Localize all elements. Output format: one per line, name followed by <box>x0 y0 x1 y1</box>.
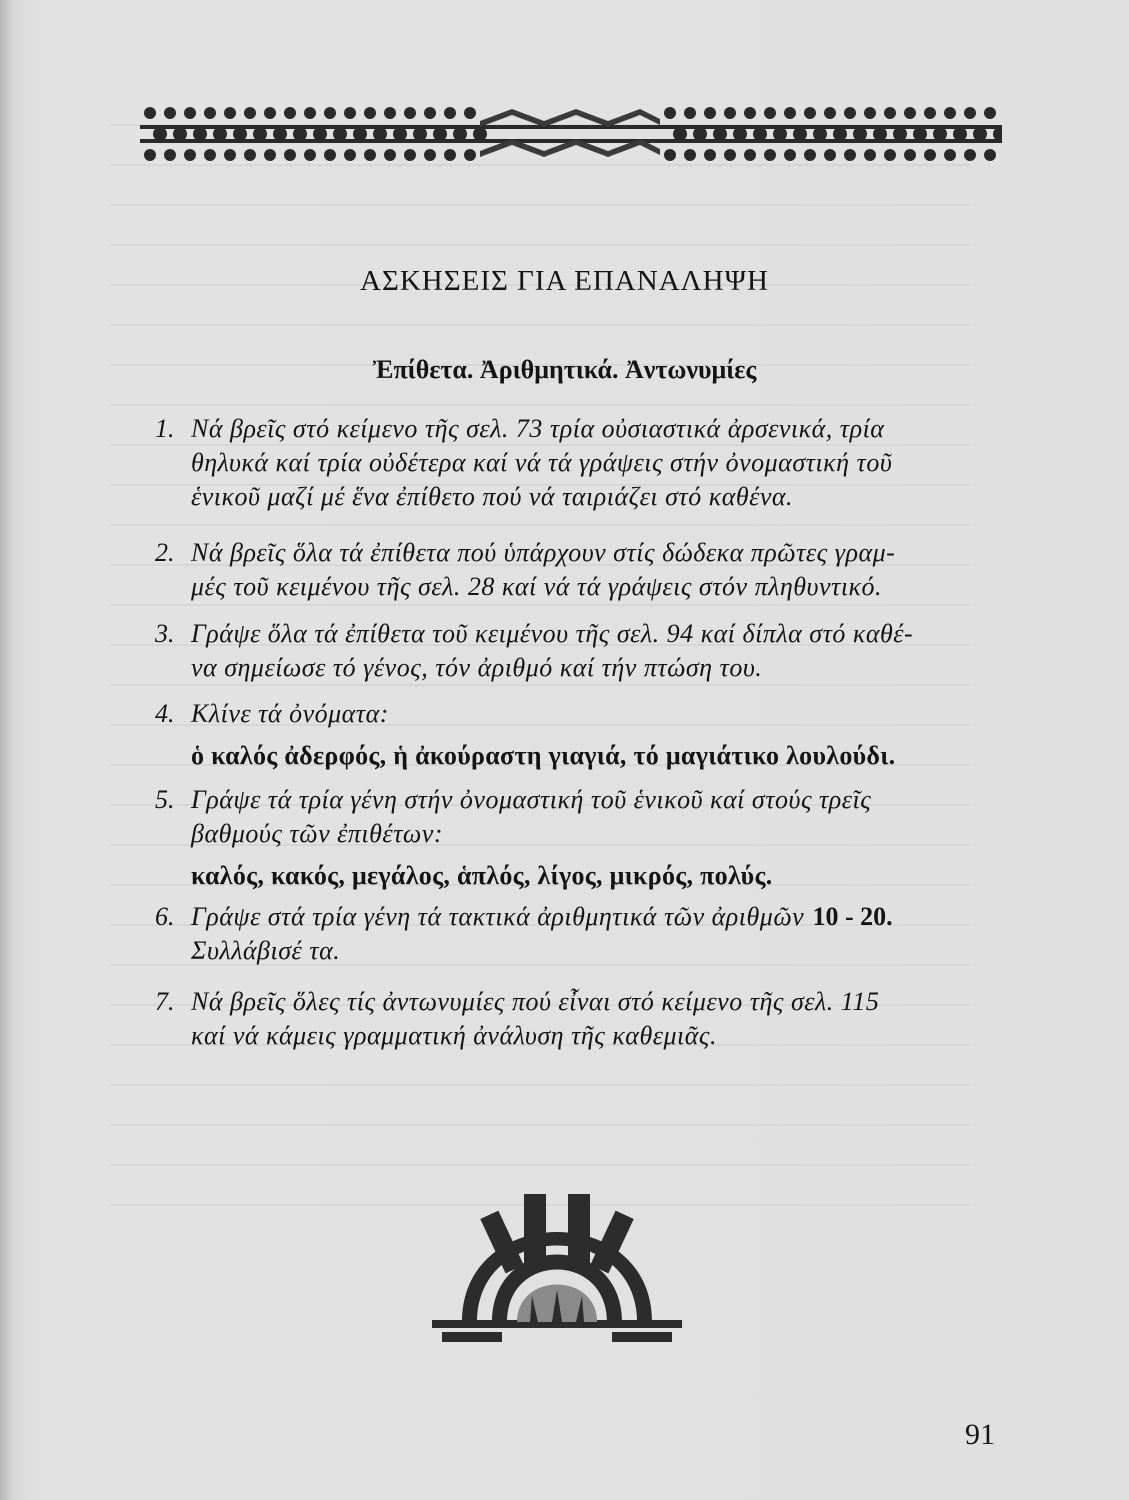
ornament-dot <box>424 107 436 119</box>
ornament-dot <box>384 149 396 161</box>
page-number: 91 <box>965 1418 995 1451</box>
exercise-text-line: Γράψε ὅλα τά ἐπίθετα τοῦ κειμένου τῆς σελ. 94 καί δίπλα στό καθέ- <box>191 619 914 648</box>
ornament-dot <box>273 127 287 141</box>
exercise-5 <box>155 783 1015 893</box>
ornament-dot <box>853 127 867 141</box>
exercise-text-line: Γράψε στά τρία γένη τά τακτικά ἀριθμητικά τῶν ἀριθμῶν <box>191 902 805 931</box>
ornament-dot <box>364 107 376 119</box>
exercise-text-line: Κλίνε τά ὀνόματα: <box>191 699 389 728</box>
ornament-dot <box>284 107 296 119</box>
ornament-dot <box>204 149 216 161</box>
ornament-dot <box>224 107 236 119</box>
ornament-dot <box>824 149 836 161</box>
ornament-dot <box>904 149 916 161</box>
ornament-dot <box>264 107 276 119</box>
ornament-dot <box>824 107 836 119</box>
ornament-dot <box>444 107 456 119</box>
ornament-dot <box>773 127 787 141</box>
ornament-dot <box>964 107 976 119</box>
ornament-dot <box>184 107 196 119</box>
ornament-dot <box>224 149 236 161</box>
ornament-dot <box>953 127 967 141</box>
section-subtitle: Ἐπίθετα. Ἀριθμητικά. Ἀντωνυμίες <box>372 355 757 384</box>
ornament-dot <box>764 107 776 119</box>
ornament-dot <box>924 107 936 119</box>
ornament-dot <box>693 127 707 141</box>
ornament-dot <box>244 107 256 119</box>
ornament-dot <box>724 149 736 161</box>
ornament-dot <box>893 127 907 141</box>
ornament-dot <box>364 149 376 161</box>
exercise-text-line: Νά βρεῖς στό κείμενο τῆς σελ. 73 τρία οὐσιαστικά ἀρσενικά, τρία <box>191 414 885 443</box>
exercise-7 <box>155 985 1015 1053</box>
ornament-dot <box>744 149 756 161</box>
ornament-dot <box>313 127 327 141</box>
exercise-number: 1. <box>155 414 175 443</box>
ornament-dot <box>164 149 176 161</box>
page-title: ΑΣΚΗΣΕΙΣ ΓΙΑ ΕΠΑΝΑΛΗΨΗ <box>360 265 769 297</box>
exercise-text-line: μές τοῦ κειμένου τῆς σελ. 28 καί νά τά γράψεις στόν πληθυντικό. <box>191 572 883 601</box>
ornament-dot <box>304 107 316 119</box>
ornament-dot <box>244 149 256 161</box>
ornament-dot <box>804 149 816 161</box>
ornament-dot <box>344 149 356 161</box>
ornament-dot <box>284 149 296 161</box>
ornament-dot <box>784 149 796 161</box>
ornament-dot <box>664 149 676 161</box>
ornament-dot <box>784 107 796 119</box>
exercise-text-line: καί νά κάμεις γραμματική ἀνάλυση τῆς καθεμιᾶς. <box>191 1021 717 1050</box>
ornament-dot <box>144 149 156 161</box>
ornament-dot <box>804 107 816 119</box>
exercise-6 <box>155 900 1015 968</box>
ornament-dot <box>324 149 336 161</box>
ornament-dot <box>184 149 196 161</box>
ornament-dot <box>764 149 776 161</box>
ornament-dot <box>984 149 996 161</box>
top-ornamental-border <box>140 95 1002 173</box>
ornament-dot <box>144 107 156 119</box>
bottom-ornament <box>432 1172 682 1372</box>
ornament-dot <box>733 127 747 141</box>
exercise-number: 5. <box>155 785 175 814</box>
ornament-dot <box>944 107 956 119</box>
exercise-number: 2. <box>155 538 175 567</box>
ornament-dot <box>844 149 856 161</box>
exercise-text-line: Γράψε τά τρία γένη στήν ὀνομαστική τοῦ ἑνικοῦ καί στούς τρεῖς <box>191 785 872 814</box>
ornament-dot <box>404 107 416 119</box>
ornament-dot <box>664 107 676 119</box>
exercise-text-line: να σημείωσε τό γένος, τόν ἀριθμό καί τήν πτώση του. <box>191 653 763 682</box>
ornament-dot <box>704 149 716 161</box>
ornament-dot <box>684 107 696 119</box>
ornament-dot <box>884 107 896 119</box>
ornament-dot <box>724 107 736 119</box>
ornament-dot <box>164 107 176 119</box>
ornament-dot <box>353 127 367 141</box>
ornament-dot <box>213 127 227 141</box>
exercise-text-line: Νά βρεῖς ὅλες τίς ἀντωνυμίες πού εἶναι στό κείμενο τῆς σελ. 115 <box>191 987 880 1016</box>
ornament-dot <box>173 127 187 141</box>
exercise-bold-words: ὁ καλός ἀδερφός, ἡ ἀκούραστη γιαγιά, τό μαγιάτικο λουλούδι. <box>191 741 896 770</box>
exercise-number: 3. <box>155 619 175 648</box>
ornament-dot <box>684 149 696 161</box>
ornament-dot <box>964 149 976 161</box>
exercise-text-line: ἑνικοῦ μαζί μέ ἕνα ἐπίθετο πού νά ταιριάζει στό καθένα. <box>191 482 794 511</box>
ornament-dot <box>253 127 267 141</box>
ornament-dot <box>193 127 207 141</box>
ornament-dot <box>384 107 396 119</box>
ornament-dot <box>973 127 987 141</box>
ornament-dot <box>464 149 476 161</box>
ornament-dot <box>873 127 887 141</box>
ornament-dot <box>993 127 1002 141</box>
ornament-dot <box>864 107 876 119</box>
exercise-number: 7. <box>155 987 175 1016</box>
ornament-dot <box>324 107 336 119</box>
ornament-dot <box>844 107 856 119</box>
ornament-dot <box>913 127 927 141</box>
ornament-dot <box>424 149 436 161</box>
ornament-dot <box>473 127 487 141</box>
ornament-dot <box>944 149 956 161</box>
ornament-dot <box>204 107 216 119</box>
ornament-dot <box>264 149 276 161</box>
ornament-dot <box>413 127 427 141</box>
ornament-dot <box>404 149 416 161</box>
exercise-2 <box>155 536 1015 604</box>
ornament-dot <box>333 127 347 141</box>
exercise-1 <box>155 412 1015 514</box>
exercise-text-line: Συλλάβισέ τα. <box>191 936 341 965</box>
number-range: 10 - 20. <box>812 902 893 931</box>
ornament-dot <box>233 127 247 141</box>
exercise-text-line: θηλυκά καί τρία οὐδέτερα καί νά τά γράψεις στήν ὀνομαστική τοῦ <box>191 448 893 477</box>
ornament-dot <box>304 149 316 161</box>
ornament-dot <box>904 107 916 119</box>
ornament-dot <box>393 127 407 141</box>
ornament-dot <box>924 149 936 161</box>
exercise-number: 4. <box>155 699 175 728</box>
ornament-dot <box>453 127 467 141</box>
ornament-dot <box>984 107 996 119</box>
ornament-dot <box>373 127 387 141</box>
ornament-dot <box>933 127 947 141</box>
ornament-dot <box>293 127 307 141</box>
exercise-bold-words: καλός, κακός, μεγάλος, ἁπλός, λίγος, μικρός, πολύς. <box>191 861 773 890</box>
ornament-dot <box>704 107 716 119</box>
ornament-dot <box>433 127 447 141</box>
ornament-dot <box>813 127 827 141</box>
exercise-number: 6. <box>155 902 175 931</box>
ornament-dot <box>884 149 896 161</box>
ornament-dot <box>153 127 167 141</box>
ornament-dot <box>833 127 847 141</box>
exercise-4 <box>155 697 1015 773</box>
ornament-dot <box>864 149 876 161</box>
exercise-text-line: βαθμούς τῶν ἐπιθέτων: <box>191 819 443 848</box>
ornament-dot <box>673 127 687 141</box>
ornament-dot <box>713 127 727 141</box>
ornament-dot <box>464 107 476 119</box>
ornament-dot <box>753 127 767 141</box>
exercise-text-line: Νά βρεῖς ὅλα τά ἐπίθετα πού ὑπάρχουν στίς δώδεκα πρῶτες γραμ- <box>191 538 896 567</box>
ornament-dot <box>344 107 356 119</box>
ornament-dot <box>444 149 456 161</box>
ornament-dot <box>744 107 756 119</box>
ornament-dot <box>793 127 807 141</box>
exercise-3 <box>155 617 1015 685</box>
